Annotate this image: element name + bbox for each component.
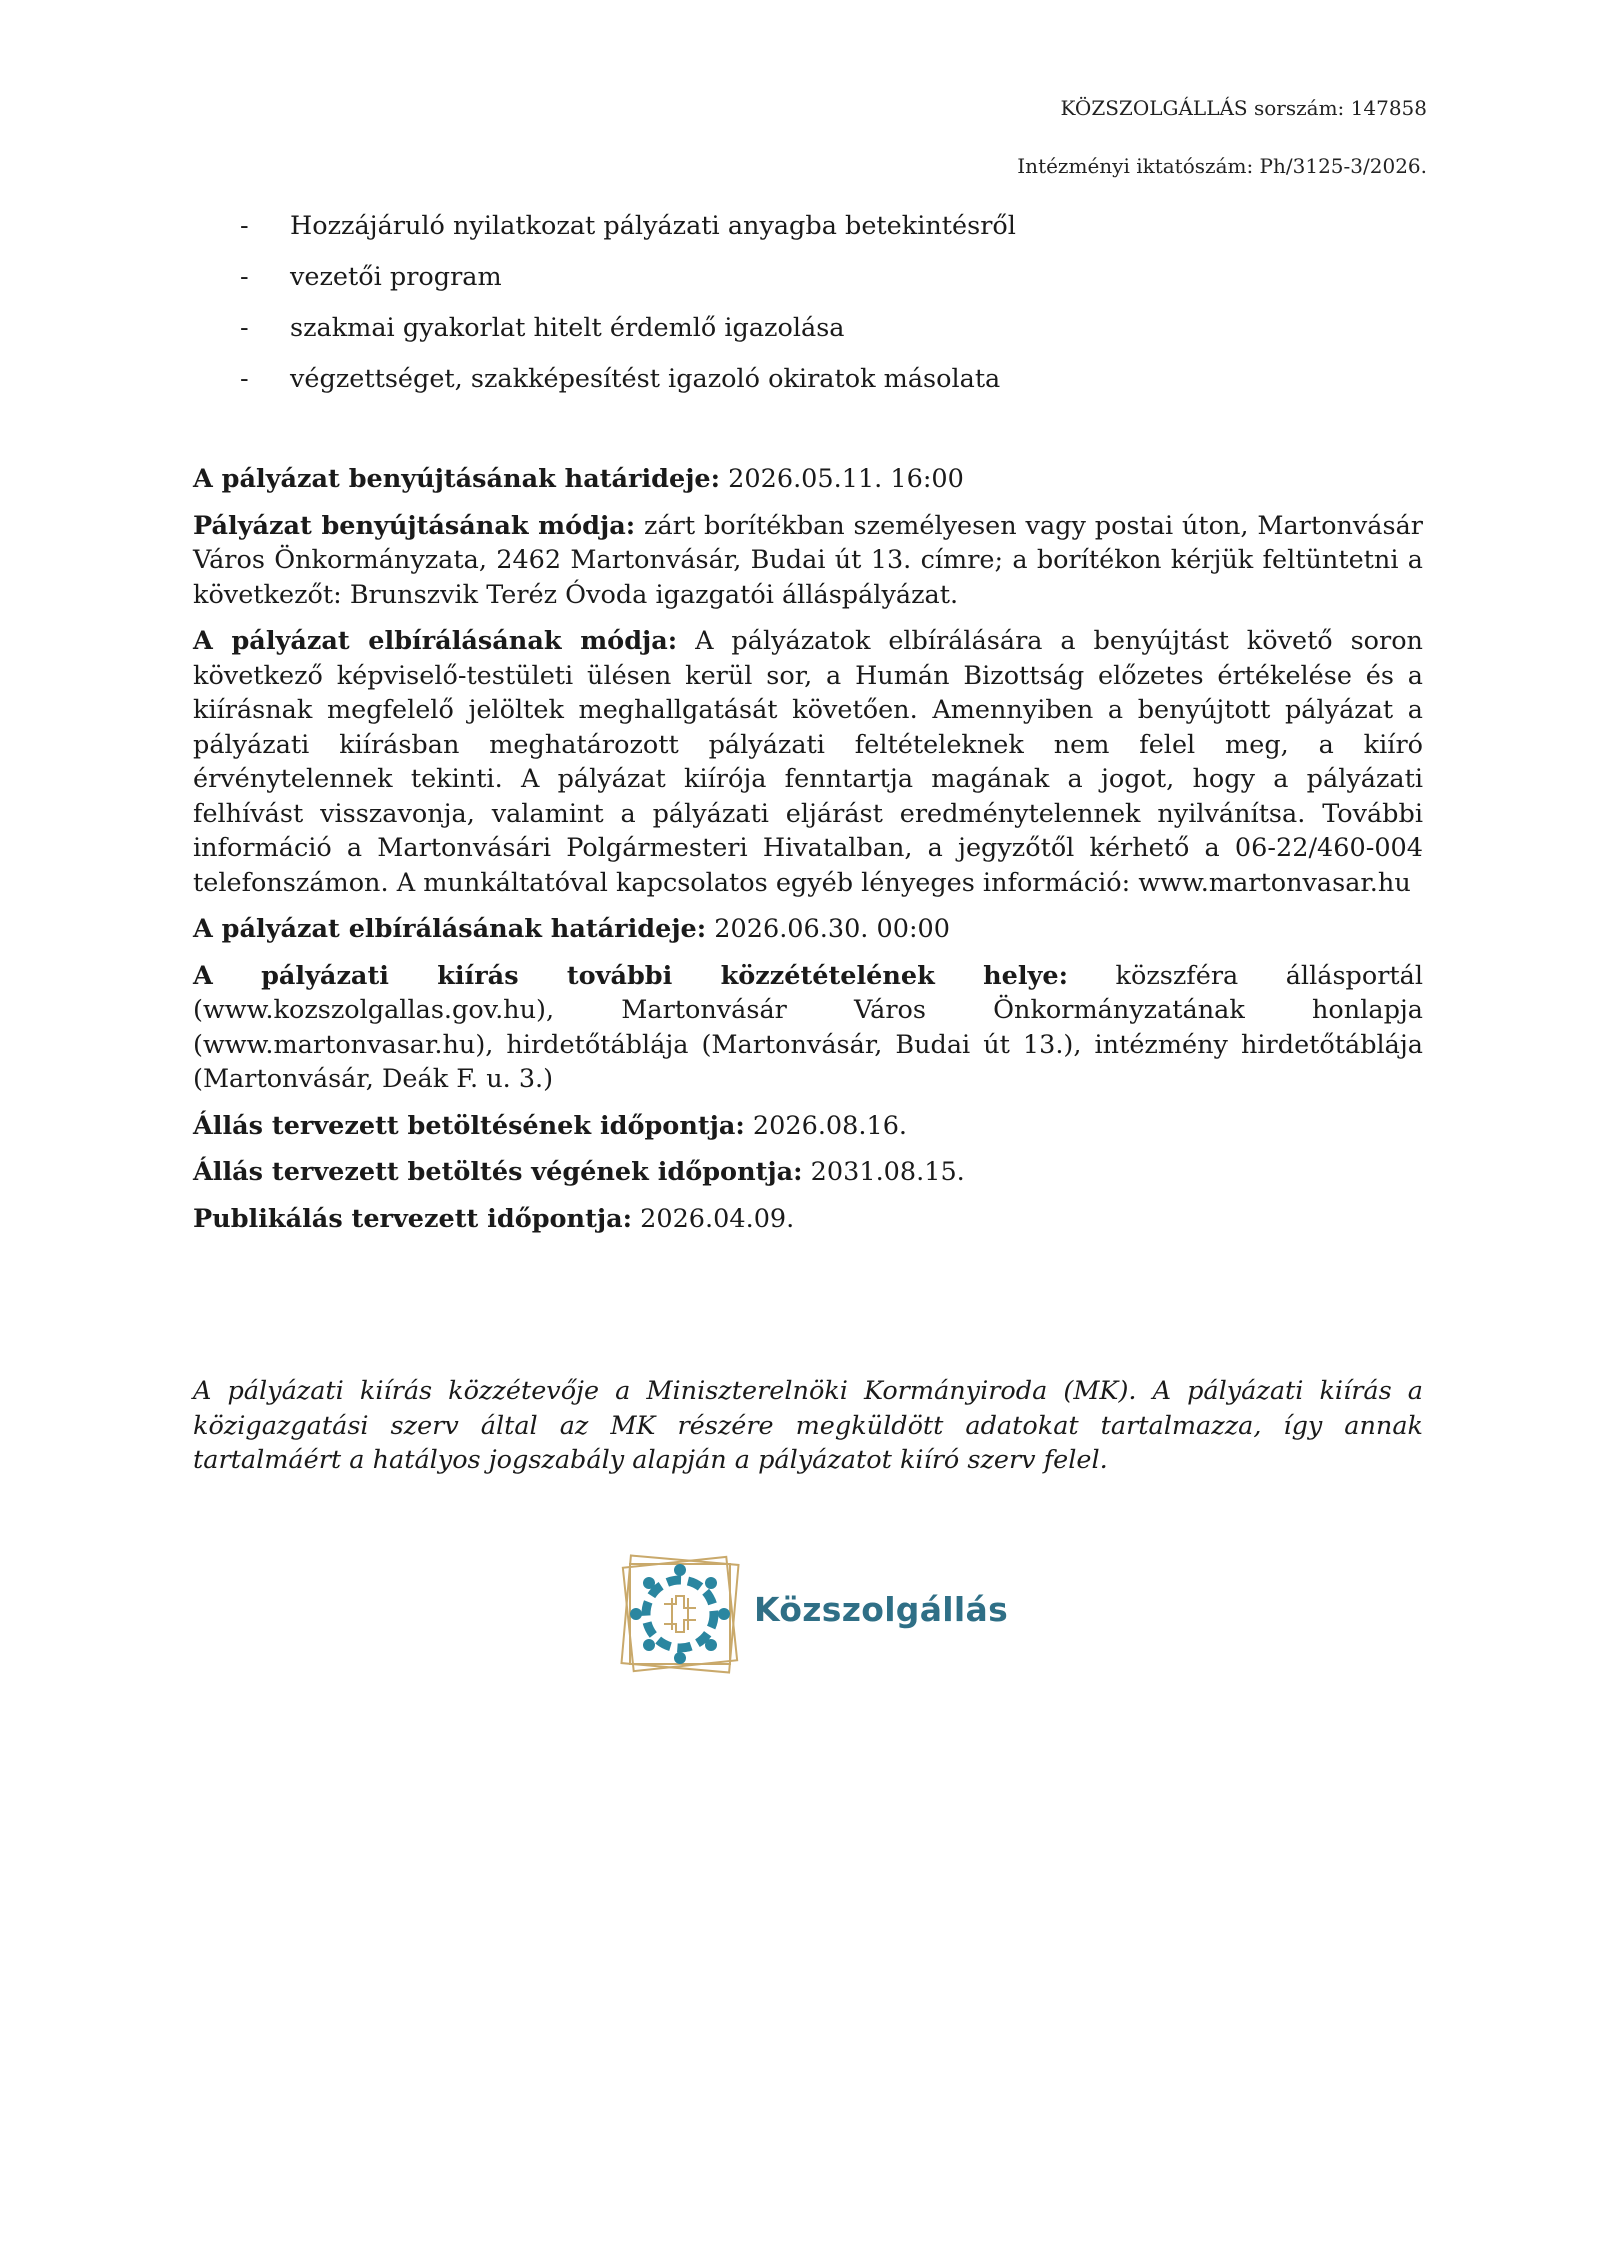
list-item xyxy=(240,206,1016,257)
list-item-text: végzettséget, szakképesítést igazoló okiratok másolata xyxy=(290,364,1001,394)
filing-number: Intézményi iktatószám: Ph/3125-3/2026. xyxy=(1017,154,1427,178)
bullet-dash: - xyxy=(240,262,249,292)
submission-method xyxy=(193,509,1423,613)
bullet-dash: - xyxy=(240,364,249,394)
planned-end-date xyxy=(193,1155,1423,1190)
submission-method-label: Pályázat benyújtásának módja: xyxy=(193,510,636,541)
list-item-text: Hozzájáruló nyilatkozat pályázati anyagba betekintésről xyxy=(290,211,1016,241)
list-item xyxy=(240,359,1016,410)
bullet-dash: - xyxy=(240,211,249,241)
list-item xyxy=(240,257,1016,308)
planned-end-date-value: 2031.08.15. xyxy=(802,1157,965,1187)
attachment-list xyxy=(240,206,1016,410)
disclaimer xyxy=(193,1374,1423,1478)
logo-text: Közszolgállás xyxy=(754,1590,1009,1629)
submission-deadline-label: A pályázat benyújtásának határideje: xyxy=(193,464,721,494)
kozszolgallas-logo xyxy=(614,1544,1014,1684)
planned-start-date-label: Állás tervezett betöltésének időpontja: xyxy=(193,1110,745,1141)
publish-date-label: Publikálás tervezett időpontja: xyxy=(193,1203,633,1234)
list-item xyxy=(240,308,1016,359)
submission-method-value: zárt borítékban személyesen vagy postai úton, Martonvásár Város Önkormányzata, 2462 Martonvásár, Budai út 13. címre; a borítékon kérjük feltüntetni a következőt: Brunszvik Teréz Óvoda igazgatói álláspályázat. xyxy=(193,510,1423,610)
bullet-dash: - xyxy=(240,313,249,343)
serial-number: KÖZSZOLGÁLLÁS sorszám: 147858 xyxy=(1060,96,1427,120)
publish-date xyxy=(193,1202,1423,1237)
publication-places-value: közszféra állásportál (www.kozszolgallas.gov.hu), Martonvásár Város Önkormányzatának honlapja (www.martonvasar.hu), hirdetőtáblája (Martonvásár, Budai út 13.), intézmény hirdetőtáblája (Martonvásár, Deák F. u. 3.) xyxy=(193,960,1423,1094)
evaluation-method xyxy=(193,624,1423,900)
publication-places-label: A pályázati kiírás további közzétételének helye: xyxy=(193,960,1069,991)
disclaimer-text: A pályázati kiírás közzétevője a Miniszterelnöki Kormányiroda (MK). A pályázati kiírás a közigazgatási szerv által az MK részére megküldött adatokat tartalmazza, így annak tartalmáért a hatályos jogszabály alapján a pályázatot kiíró szerv felel. xyxy=(193,1376,1423,1475)
planned-end-date-label: Állás tervezett betöltés végének időpontja: xyxy=(193,1157,803,1187)
evaluation-deadline-label: A pályázat elbírálásának határideje: xyxy=(193,914,707,944)
evaluation-deadline-value: 2026.06.30. 00:00 xyxy=(706,914,950,944)
evaluation-method-label: A pályázat elbírálásának módja: xyxy=(193,626,678,656)
evaluation-deadline xyxy=(193,912,1423,947)
evaluation-method-value: A pályázatok elbírálására a benyújtást követő soron következő képviselő-testületi ülésen kerül sor, a Humán Bizottság előzetes értékelése és a kiírásnak megfelelő jelöltek meghallgatását követően. Amennyiben a benyújtott pályázat a pályázati kiírásban meghatározott pályázati feltételeknek nem felel meg, a kiíró érvénytelennek tekinti. A pályázat kiírója fenntartja magának a jogot, hogy a pályázati felhívást visszavonja, valamint a pályázati eljárást eredménytelennek nyilvánítsa. További információ a Martonvásári Polgármesteri Hivatalban, a jegyzőtől kérhető a 06-22/460-004 telefonszámon. A munkáltatóval kapcsolatos egyéb lényeges információ: www.martonvasar.hu xyxy=(193,626,1423,898)
planned-start-date-value: 2026.08.16. xyxy=(744,1110,908,1141)
submission-deadline-value: 2026.05.11. 16:00 xyxy=(720,464,964,494)
document-body xyxy=(193,462,1423,1248)
logo-emblem-icon xyxy=(614,1544,749,1684)
planned-start-date xyxy=(193,1109,1423,1144)
publish-date-value: 2026.04.09. xyxy=(632,1203,795,1234)
list-item-text: vezetői program xyxy=(290,262,502,292)
list-item-text: szakmai gyakorlat hitelt érdemlő igazolása xyxy=(290,313,845,343)
submission-deadline xyxy=(193,462,1423,497)
publication-places xyxy=(193,959,1423,1097)
